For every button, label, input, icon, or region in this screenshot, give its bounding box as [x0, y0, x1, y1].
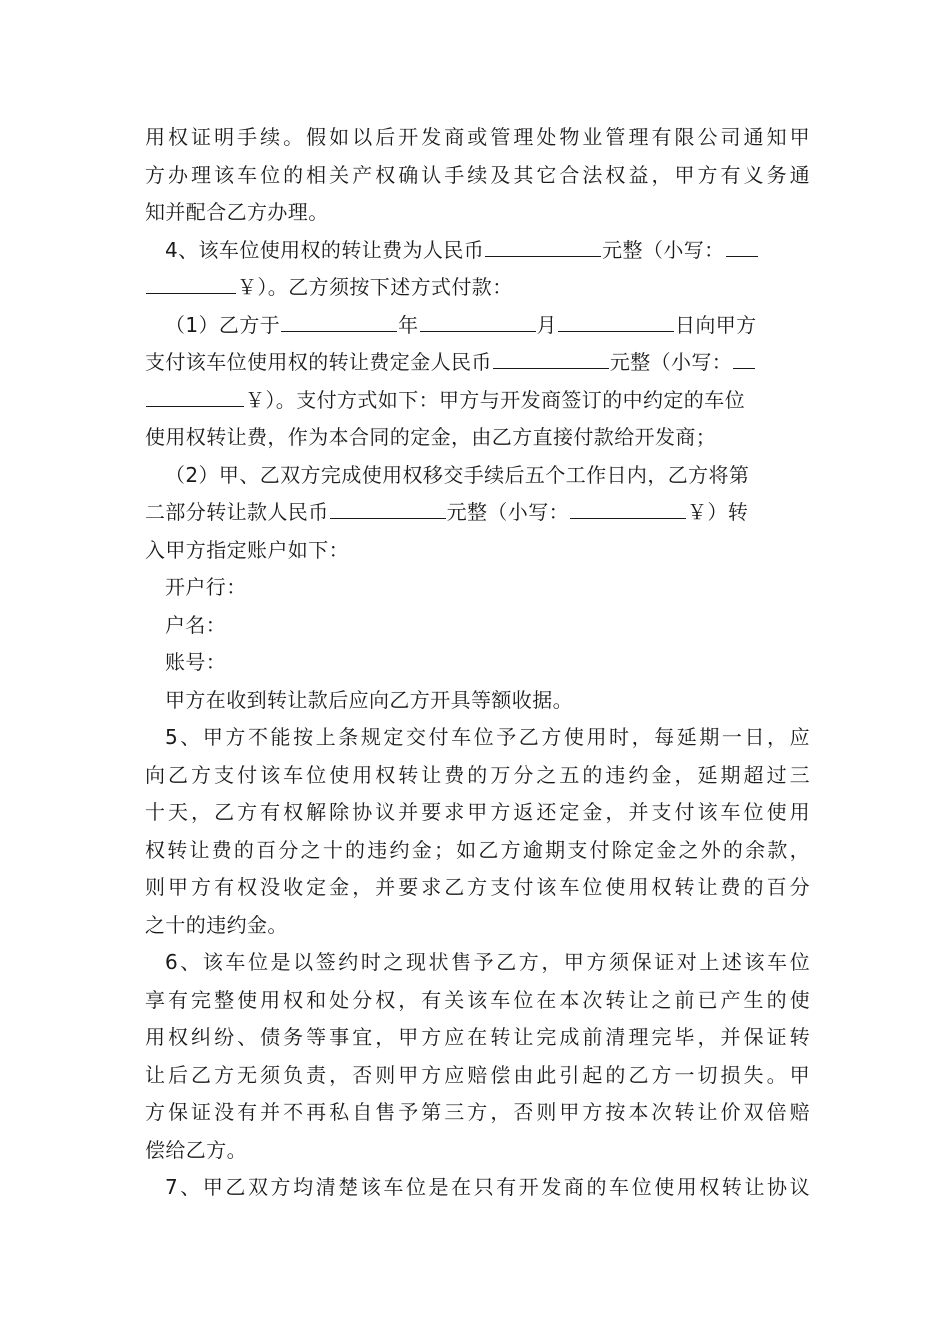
fill-blank: [485, 234, 601, 257]
text-line: 权转让费的百分之十的违约金；如乙方逾期支付除定金之外的余款，: [145, 837, 810, 862]
text-line: 之十的违约金。: [145, 912, 288, 937]
text-line: 知并配合乙方办理。: [145, 200, 329, 224]
clause-5-line: 5、甲方不能按上条规定交付车位予乙方使用时，每延期一日，应: [165, 725, 810, 749]
text-line: 用权证明手续。假如以后开发商或管理处物业管理有限公司通知甲: [145, 125, 810, 149]
fill-blank: [420, 309, 536, 332]
text-line: 方保证没有并不再私自售予第三方，否则甲方按本次转让价双倍赔: [145, 1100, 810, 1124]
text-line: 方办理该车位的相关产权确认手续及其它合法权益，甲方有义务通: [145, 162, 810, 187]
text-line: 甲方在收到转让款后应向乙方开具等额收据。: [165, 687, 573, 712]
text-line: 二部分转让款人民币 元整（小写： ￥）转: [145, 494, 810, 532]
clause-4-2-line: （2）甲、乙双方完成使用权移交手续后五个工作日内，乙方将第: [165, 462, 750, 487]
text-line: 向乙方支付该车位使用权转让费的万分之五的违约金，延期超过三: [145, 762, 810, 787]
clause-4-1-line: （1）乙方于 年 月 日向甲方: [145, 307, 810, 345]
text-line: 享有完整使用权和处分权，有关该车位在本次转让之前已产生的使: [145, 987, 810, 1012]
fill-blank: [558, 309, 674, 332]
text-line: 入甲方指定账户如下：: [145, 537, 349, 562]
account-holder-label: 户名：: [165, 612, 227, 637]
text-line: 支付该车位使用权的转让费定金人民币 元整（小写：: [145, 344, 810, 382]
text-line: 使用权转让费，作为本合同的定金，由乙方直接付款给开发商；: [145, 425, 717, 449]
text-line: ￥）。乙方须按下述方式付款：: [145, 269, 810, 307]
clause-6-line: 6、该车位是以签约时之现状售予乙方，甲方须保证对上述该车位: [165, 950, 810, 974]
text-line: 偿给乙方。: [145, 1137, 247, 1162]
fill-blank: [281, 309, 397, 332]
text-line: 则甲方有权没收定金，并要求乙方支付该车位使用权转让费的百分: [145, 875, 810, 899]
text-line: 十天，乙方有权解除协议并要求甲方返还定金，并支付该车位使用: [145, 800, 810, 824]
clause-7-line: 7、甲乙双方均清楚该车位是在只有开发商的车位使用权转让协议: [165, 1175, 810, 1199]
fill-blank: [146, 271, 236, 294]
clause-4-line: 4、该车位使用权的转让费为人民币 元整（小写：: [145, 232, 810, 270]
bank-name-label: 开户行：: [165, 575, 247, 599]
account-number-label: 账号：: [165, 650, 227, 674]
text-line: 让后乙方无须负责，否则甲方应赔偿由此引起的乙方一切损失。甲: [145, 1062, 810, 1087]
fill-blank: [726, 234, 758, 257]
text-line: 用权纠纷、债务等事宜，甲方应在转让完成前清理完毕，并保证转: [145, 1025, 810, 1049]
fill-blank: [570, 496, 686, 519]
fill-blank: [146, 384, 244, 407]
text-line: ￥）。支付方式如下：甲方与开发商签订的中约定的车位: [145, 382, 810, 420]
contract-text: [145, 119, 810, 1207]
fill-blank: [493, 346, 609, 369]
fill-blank: [733, 346, 755, 369]
fill-blank: [330, 496, 446, 519]
